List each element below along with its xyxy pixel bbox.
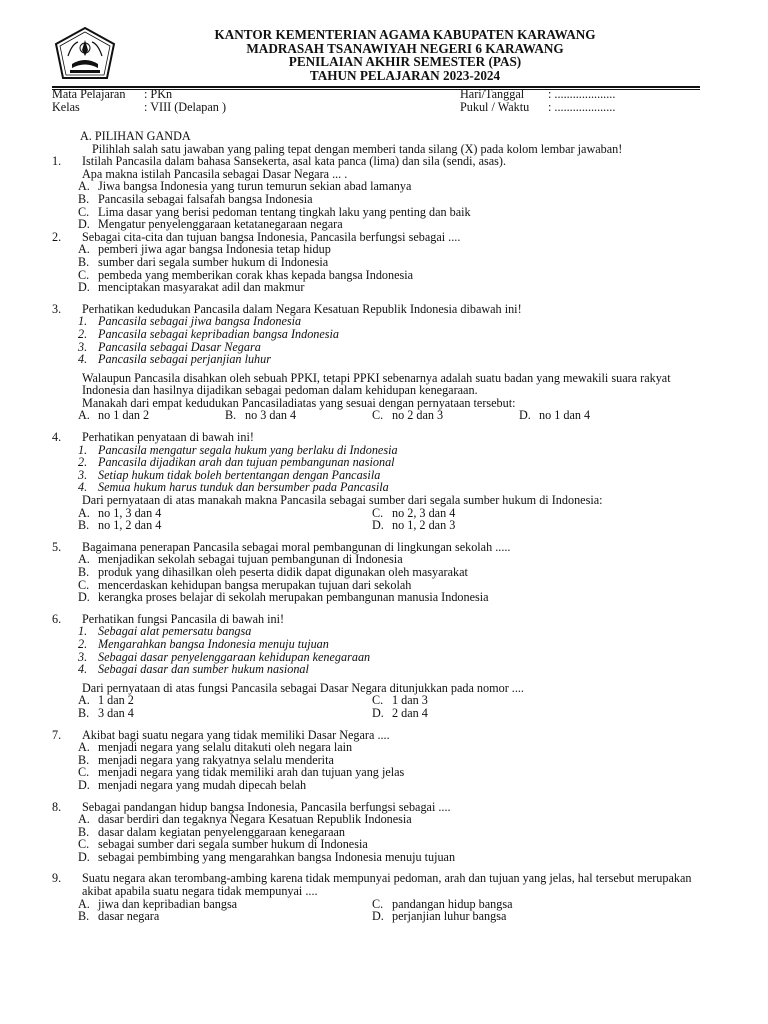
q4-option-d: D. no 1, 2 dan 3 bbox=[372, 518, 456, 533]
ministry-logo-icon bbox=[52, 26, 118, 84]
date-label: Hari/Tanggal bbox=[460, 87, 525, 101]
letterhead bbox=[120, 28, 690, 82]
q8-option-c: C. sebagai sumber dari segala sumber hukum di Indonesia bbox=[78, 837, 368, 852]
letterhead-line-4: TAHUN PELAJARAN 2023-2024 bbox=[309, 67, 501, 83]
q4-option-c: C. no 2, 3 dan 4 bbox=[372, 505, 456, 520]
q3-item-1: 1. Pancasila sebagai jiwa bangsa Indonesia bbox=[78, 314, 302, 329]
q3-item-3: 3. Pancasila sebagai Dasar Negara bbox=[78, 339, 261, 354]
q8-option-d: D. sebagai pembimbing yang mengarahkan bangsa Indonesia menuju tujuan bbox=[78, 849, 456, 864]
question-4: 4. Perhatikan penyataan di bawah ini! bbox=[52, 430, 254, 445]
question-3-paragraph: Walaupun Pancasila disahkan oleh sebuah PPKI, tetapi PPKI sebenarnya adalah suatu badan yang mewakili suara rakyat Indonesia dan hasilnya dijadikan sebagai pedoman dalam kehidupan kenegaraan. bbox=[82, 370, 671, 398]
q2-option-b: B. sumber dari segala sumber hukum di Indonesia bbox=[78, 254, 329, 269]
question-6-prompt: Dari pernyataan di atas fungsi Pancasila sebagai Dasar Negara ditunjukkan pada nomor .... bbox=[82, 680, 524, 695]
question-1: 1. Istilah Pancasila dalam bahasa Sansekerta, asal kata panca (lima) dan sila (sendi, asas). bbox=[52, 154, 507, 169]
q5-option-b: B. produk yang dihasilkan oleh peserta didik dapat digunakan oleh masyarakat bbox=[78, 565, 468, 579]
class-value: : VIII (Delapan ) bbox=[144, 100, 227, 114]
exam-content bbox=[52, 130, 712, 923]
q9-options-row-2 bbox=[78, 910, 712, 923]
question-9: 9. Suatu negara akan terombang-ambing karena tidak mempunyai pedoman, arah dan tujuan yang jelas, hal tersebut merupakan akibat apabila suatu negara tidak mempunyai .... bbox=[52, 871, 692, 899]
q4-item-4: 4. Semua hukum harus tunduk dan bersumber pada Pancasila bbox=[78, 480, 389, 495]
q5-option-c: C. mencerdaskan kehidupan bangsa merupakan tujuan dari sekolah bbox=[78, 577, 412, 592]
question-3: 3. Perhatikan kedudukan Pancasila dalam Negara Kesatuan Republik Indonesia dibawah ini! bbox=[52, 301, 522, 316]
q6-options-row-2 bbox=[78, 707, 712, 720]
q6-item-3: 3. Sebagai dasar penyelenggaraan kehidupan kenegaraan bbox=[78, 649, 371, 664]
q2-option-d: D. menciptakan masyarakat adil dan makmur bbox=[78, 280, 305, 295]
q3-option-d: D. no 1 dan 4 bbox=[519, 408, 591, 423]
letterhead-line-2: MADRASAH TSANAWIYAH NEGERI 6 KARAWANG bbox=[246, 40, 564, 56]
q7-option-d: D. menjadi negara yang mudah dipecah belah bbox=[78, 777, 307, 792]
exam-meta-left bbox=[52, 88, 226, 114]
q4-option-a: A. no 1, 3 dan 4 bbox=[78, 505, 162, 520]
q7-option-b: B. menjadi negara yang rakyatnya selalu menderita bbox=[78, 752, 334, 767]
exam-meta-right bbox=[460, 88, 615, 114]
subject-value: : PKn bbox=[144, 87, 173, 101]
letterhead-line-3: PENILAIAN AKHIR SEMESTER (PAS) bbox=[288, 54, 522, 70]
question-2: 2. Sebagai cita-cita dan tujuan bangsa Indonesia, Pancasila berfungsi sebagai .... bbox=[52, 229, 461, 244]
q6-item-1: 1. Sebagai alat pemersatu bangsa bbox=[78, 624, 252, 639]
time-value: : .................... bbox=[548, 100, 616, 114]
q6-option-d: D. 2 dan 4 bbox=[372, 705, 428, 720]
q4-item-2: 2. Pancasila dijadikan arah dan tujuan pembangunan nasional bbox=[78, 455, 395, 470]
q6-option-a: A. 1 dan 2 bbox=[78, 693, 134, 708]
section-title: A. PILIHAN GANDA bbox=[80, 129, 191, 143]
q5-option-a: A. menjadikan sekolah sebagai tujuan pembangunan di Indonesia bbox=[78, 552, 403, 567]
q7-option-c: C. menjadi negara yang tidak memiliki arah dan tujuan yang jelas bbox=[78, 765, 405, 780]
q1-option-d: D. Mengatur penyelenggaraan ketatanegaraan negara bbox=[78, 217, 343, 232]
date-value: : .................... bbox=[548, 87, 616, 101]
q1-option-c: C. Lima dasar yang berisi pedoman tentang tingkah laku yang penting dan baik bbox=[78, 204, 471, 219]
q3-option-c: C. no 2 dan 3 bbox=[372, 408, 444, 423]
q5-option-d: D. kerangka proses belajar di sekolah merupakan pembangunan manusia Indonesia bbox=[78, 590, 489, 605]
q2-option-a: A. pemberi jiwa agar bangsa Indonesia tetap hidup bbox=[78, 242, 331, 257]
q8-option-a: A. dasar berdiri dan tegaknya Negara Kesatuan Republik Indonesia bbox=[78, 812, 412, 827]
time-label: Pukul / Waktu bbox=[460, 100, 530, 114]
class-label: Kelas bbox=[52, 100, 80, 114]
q1-option-a: A. Jiwa bangsa Indonesia yang turun temurun sekian abad lamanya bbox=[78, 179, 412, 194]
q3-option-a: A. no 1 dan 2 bbox=[78, 408, 150, 423]
question-8: 8. Sebagai pandangan hidup bangsa Indonesia, Pancasila berfungsi sebagai .... bbox=[52, 799, 451, 814]
question-7: 7. Akibat bagi suatu negara yang tidak memiliki Dasar Negara .... bbox=[52, 727, 390, 742]
q8-option-b: B. dasar dalam kegiatan penyelenggaraan kenegaraan bbox=[78, 824, 345, 839]
question-4-prompt: Dari pernyataan di atas manakah makna Pancasila sebagai sumber dari segala sumber hukum di Indonesia: bbox=[82, 493, 603, 508]
q9-option-b: B. dasar negara bbox=[78, 909, 160, 924]
q4-item-1: 1. Pancasila mengatur segala hukum yang berlaku di Indonesia bbox=[78, 442, 398, 457]
q6-item-4: 4. Sebagai dasar dan sumber hukum nasional bbox=[78, 662, 309, 677]
q1-option-b: B. Pancasila sebagai falsafah bangsa Indonesia bbox=[78, 191, 313, 206]
q3-item-2: 2. Pancasila sebagai kepribadian bangsa Indonesia bbox=[78, 326, 340, 341]
letterhead-line-1: KANTOR KEMENTERIAN AGAMA KABUPATEN KARAWANG bbox=[214, 27, 596, 42]
question-5: 5. Bagaimana penerapan Pancasila sebagai moral pembangunan di lingkungan sekolah ..... bbox=[52, 539, 511, 554]
section-instruction: Pilihlah salah satu jawaban yang paling tepat dengan memberi tanda silang (X) pada kolom lembar jawaban! bbox=[92, 141, 623, 156]
q9-option-a: A. jiwa dan kepribadian bangsa bbox=[78, 896, 238, 911]
question-3-prompt: Manakah dari empat kedudukan Pancasiladiatas yang sesuai dengan pernyataan tersebut: bbox=[82, 395, 516, 410]
q3-option-b: B. no 3 dan 4 bbox=[225, 408, 297, 423]
question-6: 6. Perhatikan fungsi Pancasila di bawah ini! bbox=[52, 611, 285, 626]
q4-option-b: B. no 1, 2 dan 4 bbox=[78, 518, 162, 533]
q6-option-b: B. 3 dan 4 bbox=[78, 705, 134, 720]
q4-options-row-2 bbox=[78, 519, 712, 532]
q3-options bbox=[78, 409, 712, 422]
q4-item-3: 3. Setiap hukum tidak boleh bertentangan dengan Pancasila bbox=[78, 467, 381, 482]
q2-option-c: C. pembeda yang memberikan corak khas kepada bangsa Indonesia bbox=[78, 267, 414, 282]
subject-label: Mata Pelajaran bbox=[52, 87, 126, 101]
q6-item-2: 2. Mengarahkan bangsa Indonesia menuju tujuan bbox=[78, 636, 329, 651]
q9-option-c: C. pandangan hidup bangsa bbox=[372, 896, 513, 911]
q7-option-a: A. menjadi negara yang selalu ditakuti oleh negara lain bbox=[78, 740, 353, 755]
q3-item-4: 4. Pancasila sebagai perjanjian luhur bbox=[78, 352, 271, 367]
question-1-prompt: Apa makna istilah Pancasila sebagai Dasar Negara ... . bbox=[82, 166, 348, 181]
q6-option-c: C. 1 dan 3 bbox=[372, 693, 428, 708]
q9-option-d: D. perjanjian luhur bangsa bbox=[372, 909, 507, 924]
